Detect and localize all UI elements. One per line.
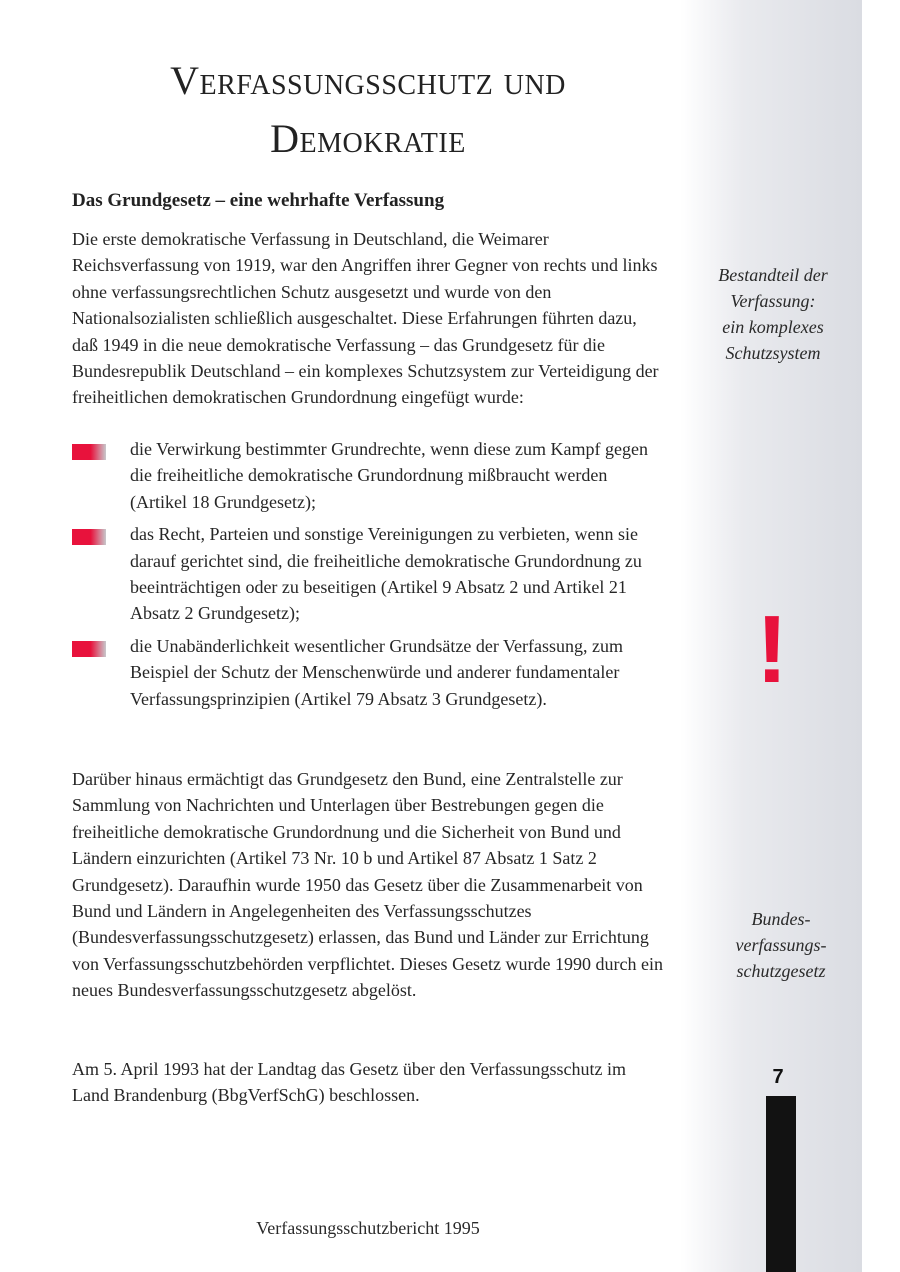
margin-note-schutzsystem [698, 262, 848, 366]
intro-paragraph: Die erste demokratische Verfassung in Deutschland, die Weimarer Reichsverfassung von 1919, war den Angriffen ihrer Gegner von rechts und links ohne verfassungsrechtlichen Schutz ausgesetzt und wurde von den Nationalsozialisten schließlich ausgeschaltet. Diese Erfahrungen führten dazu, daß 1949 in die neue demokratische Verfassung – das Grundgesetz für die Bundesrepublik Deutschland – ein komplexes Schutzsystem zur Verteidigung der freiheitlichen demokratischen Grundordnung eingefügt wurde: [72, 229, 659, 408]
list-item-text: die Unabänderlichkeit wesentlicher Grundsätze der Verfassung, zum Beispiel der Schutz der Menschenwürde und anderer fundamentaler Verfassungsprinzipien (Artikel 79 Absatz 3 Grundgesetz). [130, 635, 623, 709]
list-item [72, 436, 664, 515]
margin-note-line: Verfassung: [730, 291, 816, 311]
bullet-marker-icon [72, 641, 106, 657]
margin-note-line: schutzgesetz [736, 961, 826, 981]
page-title [60, 52, 676, 168]
list-item [72, 521, 664, 627]
margin-note-line: Schutzsystem [725, 343, 821, 363]
list-item-text: die Verwirkung bestimmter Grundrechte, wenn diese zum Kampf gegen die freiheitliche demokratische Grundordnung mißbraucht werden (Artikel 18 Grundgesetz); [130, 439, 649, 512]
page-tab-bar [766, 1096, 796, 1272]
brandenburg-law-paragraph: Am 5. April 1993 hat der Landtag das Gesetz über den Verfassungsschutz im Land Brandenburg (BbgVerfSchG) beschlossen. [72, 1059, 627, 1106]
page-footer: Verfassungsschutzbericht 1995 [256, 1218, 480, 1238]
margin-note-line: ein komplexes [722, 317, 824, 337]
margin-note-bundesgesetz [706, 906, 856, 984]
page-title-line-1: Verfassungsschutz und [170, 58, 566, 103]
bullet-marker-icon [72, 444, 106, 460]
list-item-text: das Recht, Parteien und sonstige Vereinigungen zu verbieten, wenn sie darauf gerichtet sind, die freiheitliche demokratische Grundordnung zu beeinträchtigen oder zu beseitigen (Artikel 9 Absatz 2 und Artikel 21 Absatz 2 Grundgesetz); [130, 524, 642, 624]
margin-note-line: Bundes- [751, 909, 811, 929]
page-number: 7 [772, 1066, 784, 1088]
safeguard-list [72, 436, 664, 718]
exclamation-mark-icon: ! [756, 596, 788, 703]
margin-note-line: Bestandteil der [718, 265, 828, 285]
list-item [72, 633, 664, 712]
margin-note-line: verfassungs- [735, 935, 827, 955]
section-heading: Das Grundgesetz – eine wehrhafte Verfassung [72, 190, 445, 211]
federal-law-paragraph: Darüber hinaus ermächtigt das Grundgesetz den Bund, eine Zentralstelle zur Sammlung von Nachrichten und Unterlagen über Bestrebungen gegen die freiheitliche demokratische Grundordnung und die Sicherheit von Bund und Ländern einzurichten (Artikel 73 Nr. 10 b und Artikel 87 Absatz 1 Satz 2 Grundgesetz). Daraufhin wurde 1950 das Gesetz über die Zusammenarbeit von Bund und Ländern in Angelegenheiten des Verfassungsschutzes (Bundesverfassungsschutzgesetz) erlassen, das Bund und Länder zur Errichtung von Verfassungsschutzbehörden verpflichtet. Dieses Gesetz wurde 1990 durch ein neues Bundesverfassungsschutzgesetz abgelöst. [72, 769, 663, 1001]
page-title-line-2: Demokratie [270, 116, 466, 161]
bullet-marker-icon [72, 529, 106, 545]
